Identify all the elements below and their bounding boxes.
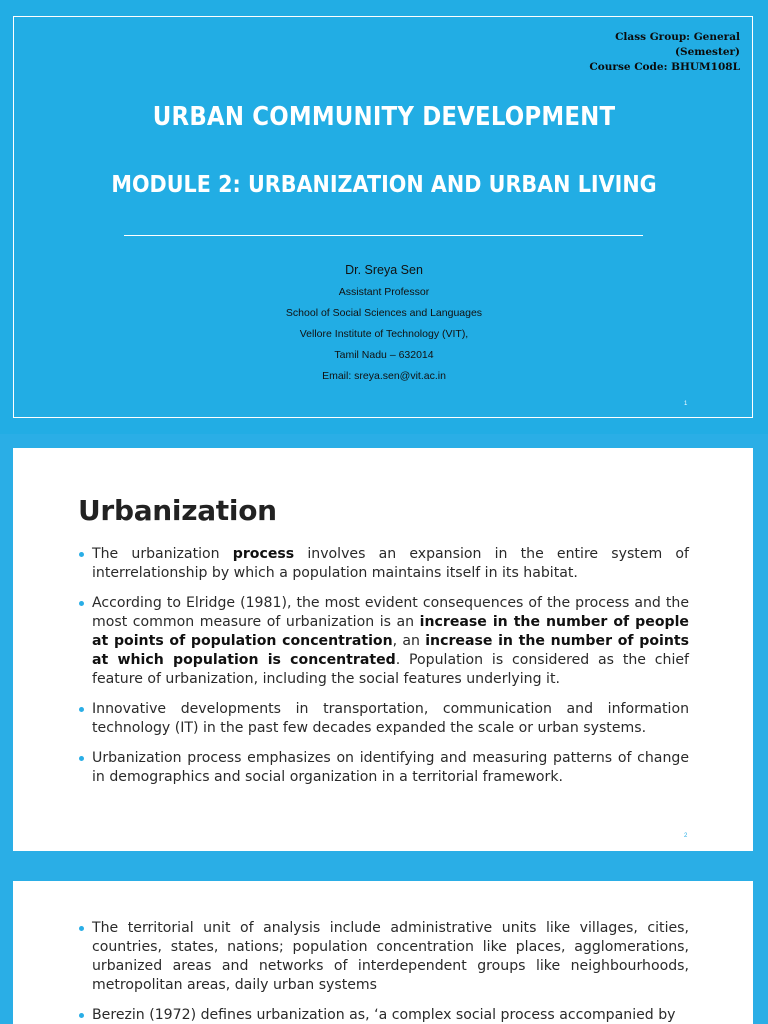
slide-3	[13, 881, 753, 1024]
course-code: Course Code: BHUM108L	[589, 61, 740, 73]
bullet-dot-icon	[79, 1013, 84, 1018]
title-divider	[124, 235, 643, 236]
author-location: Tamil Nadu – 632014	[334, 349, 434, 361]
bullet-item	[78, 1006, 689, 1024]
bullet-item	[78, 749, 689, 787]
class-group: Class Group: General	[615, 31, 740, 43]
bullet-item	[78, 545, 689, 583]
bullet-dot-icon	[79, 926, 84, 931]
bullet-item	[78, 919, 689, 995]
course-title: URBAN COMMUNITY DEVELOPMENT	[152, 102, 616, 132]
author-designation: Assistant Professor	[338, 286, 430, 298]
slide-2	[13, 448, 753, 851]
bullet-text: Urbanization process emphasizes on identifying and measuring patterns of change in demographics and social organization in a territorial framework.	[92, 750, 689, 785]
bullet-text: Berezin (1972) defines urbanization as, ‘a complex social process accompanied by	[92, 1007, 676, 1023]
bullet-text: . Population is considered as the chief feature of urbanization, including the social features underlying it.	[92, 652, 689, 687]
semester: (Semester)	[675, 46, 740, 58]
bullet-item	[78, 594, 689, 689]
author-block	[0, 260, 768, 387]
bullet-text: According to Elridge (1981), the most evident consequences of the process and the most common measure of urbanization is an	[92, 595, 689, 630]
slide-number: 1	[684, 401, 688, 407]
author-name: Dr. Sreya Sen	[345, 263, 423, 277]
bold-text: increase in the number of points at which population is concentrated	[92, 633, 689, 668]
slide-number: 2	[684, 833, 688, 839]
slide-heading: Urbanization	[78, 494, 277, 527]
slide-1	[0, 0, 768, 434]
bullet-list	[78, 919, 689, 1024]
bullet-list	[78, 545, 689, 798]
bullet-dot-icon	[79, 552, 84, 557]
bold-text: process	[232, 546, 295, 562]
bullet-text: involves an expansion in the entire system of interrelationship by which a population maintains itself in its habitat.	[92, 546, 689, 581]
bullet-dot-icon	[79, 756, 84, 761]
author-institute: Vellore Institute of Technology (VIT),	[299, 328, 469, 340]
bullet-dot-icon	[79, 707, 84, 712]
bullet-dot-icon	[79, 601, 84, 606]
bullet-text: Innovative developments in transportation, communication and information technology (IT) in the past few decades expanded the scale or urban systems.	[92, 701, 689, 736]
author-school: School of Social Sciences and Languages	[285, 307, 483, 319]
module-title: MODULE 2: URBANIZATION AND URBAN LIVING	[111, 172, 657, 198]
bullet-text: The urbanization	[92, 546, 233, 562]
bullet-item	[78, 700, 689, 738]
class-info	[589, 30, 740, 75]
author-email: Email: sreya.sen@vit.ac.in	[322, 370, 446, 382]
bullet-text: The territorial unit of analysis include administrative units like villages, cities, countries, states, nations; population concentration like places, agglomerations, urbanized areas and networks of interdependent groups like neighbourhoods, metropolitan areas, daily urban systems	[92, 920, 689, 993]
bold-text: increase in the number of people at points of population concentration	[92, 614, 689, 649]
bullet-text: , an	[392, 633, 426, 649]
